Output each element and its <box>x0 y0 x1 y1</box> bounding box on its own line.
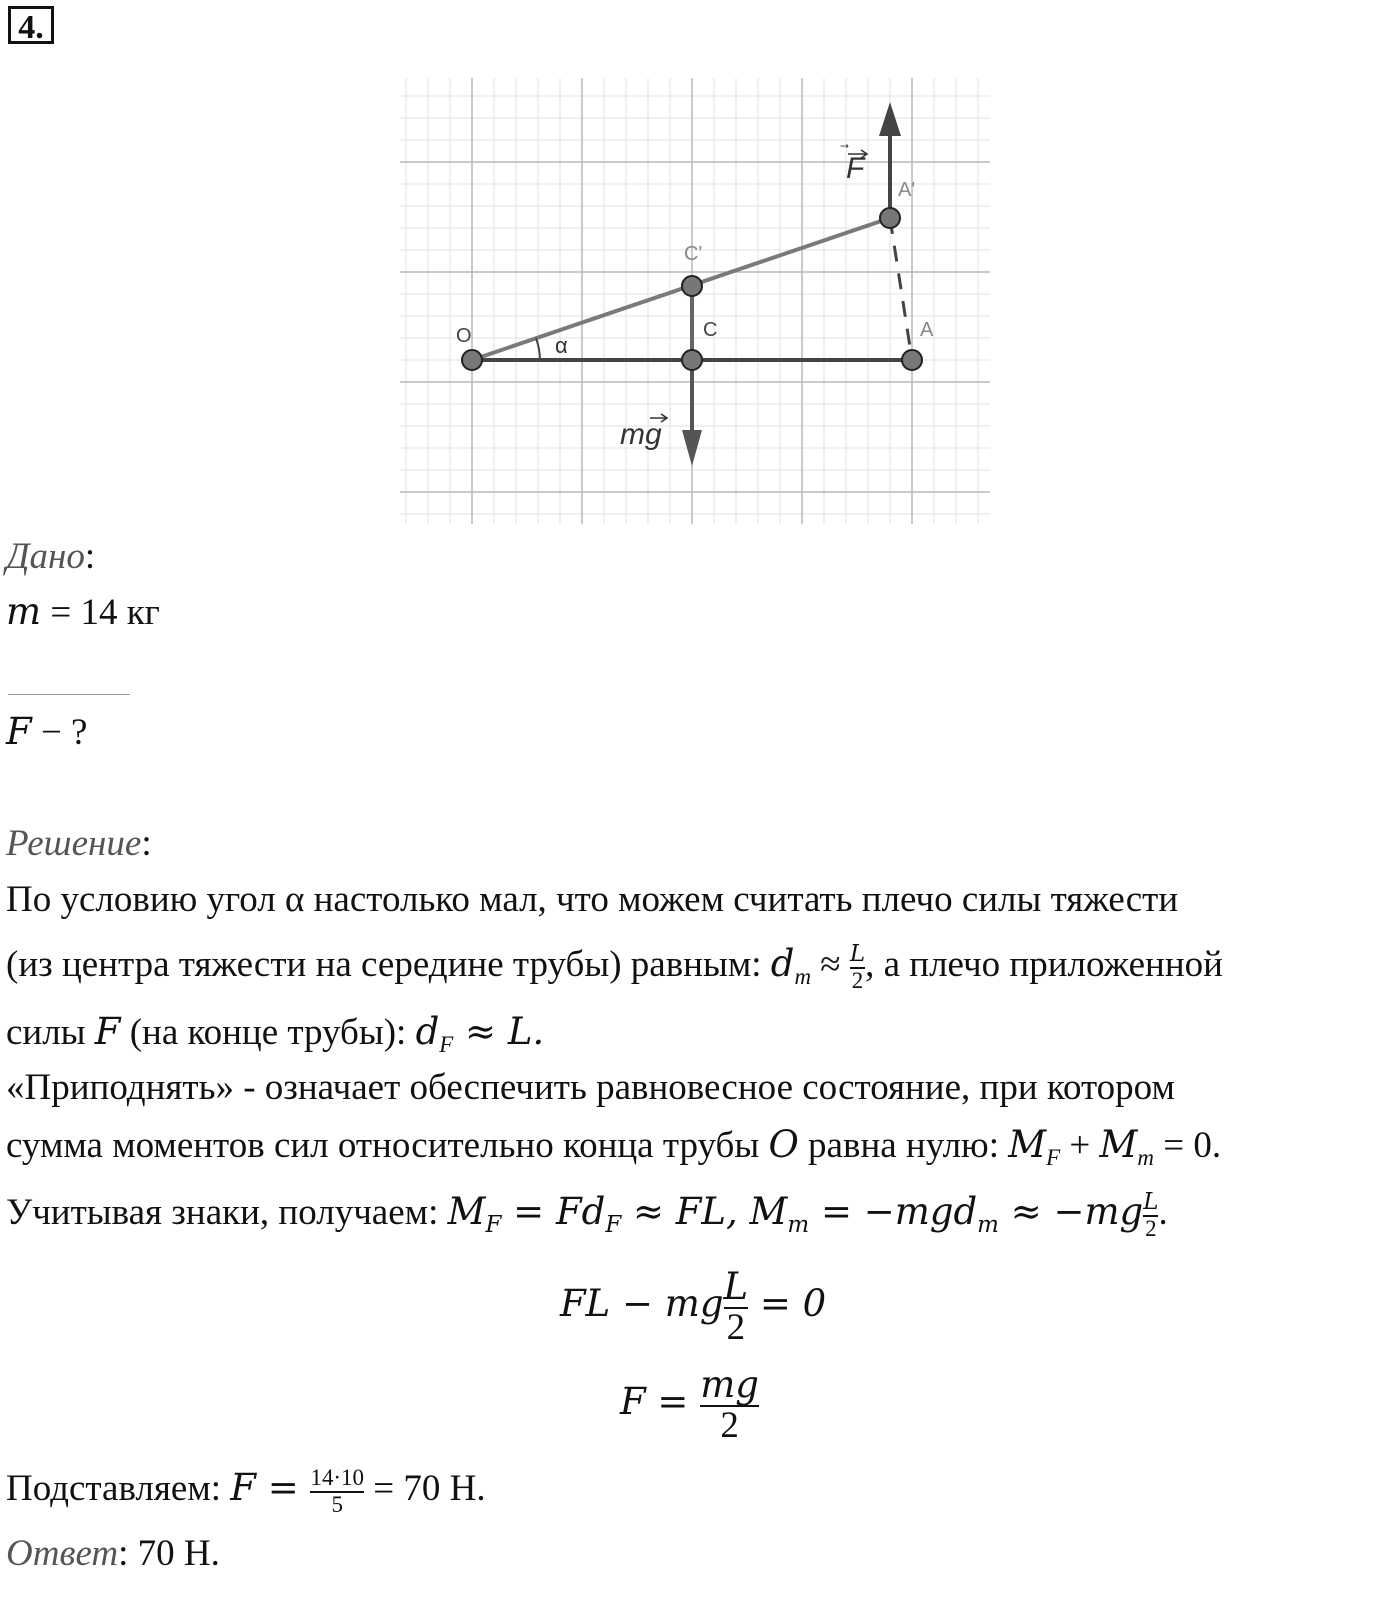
label-force-mg: mg <box>620 418 662 451</box>
point-cprime <box>682 276 702 296</box>
point-o <box>462 350 482 370</box>
label-c: C <box>703 319 718 341</box>
equation-1: FL − mg $\frac{L}{2}$ = 0 <box>560 1264 827 1348</box>
given-mass: m = 14 кг <box>6 590 160 633</box>
fraction-l-over-2-eq: $\frac{L}{2}$ <box>723 1264 749 1348</box>
label-o: O <box>456 325 472 347</box>
label-force-f: F <box>846 152 865 185</box>
point-aprime <box>880 208 900 228</box>
substitution-line: Подставляем: F = $\frac{14\cdot 10}{5}$ = 70 Н. <box>6 1465 486 1517</box>
fraction-mg-over-2: $\frac{mg}{2}$ <box>700 1362 759 1446</box>
label-cprime: C' <box>684 243 703 265</box>
fraction-substitution: $\frac{14\cdot 10}{5}$ <box>310 1465 364 1517</box>
answer-line: Ответ: 70 Н. <box>6 1533 220 1574</box>
fraction-l-over-2-b: $\frac{L}{2}$ <box>1143 1189 1159 1241</box>
solution-line-1: По условию угол α настолько мал, что можем считать плечо силы тяжести <box>6 879 1179 920</box>
equation-2: F = $\frac{mg}{2}$ <box>620 1362 759 1446</box>
label-aprime: A' <box>898 179 916 201</box>
fraction-l-over-2: $\frac{L}{2}$ <box>849 941 866 993</box>
label-alpha: α <box>555 333 568 358</box>
solution-line-3: силы F (на конце трубы): $d_F \approx L$. <box>6 1010 545 1058</box>
find-force: F − ? <box>6 710 88 753</box>
solution-line-6: Учитывая знаки, получаем: $M_F = Fd_F$ ≈ FL, $M_т = -mgd_т \approx -mg$ $\frac{L}{2}$ . <box>6 1189 1168 1241</box>
label-a: A <box>920 319 934 341</box>
solution-line-5: сумма моментов сил относительно конца трубы O равна нулю: $M_F + M_т = 0$. <box>6 1123 1222 1171</box>
pipe-raised <box>472 218 890 360</box>
segment-a-aprime-dashed <box>890 218 912 360</box>
figure-lever-diagram <box>400 78 990 524</box>
label-force-f-vec <box>840 144 849 149</box>
grid-major <box>400 78 990 524</box>
problem-number: 4. <box>8 6 54 44</box>
point-c <box>682 350 702 370</box>
given-divider <box>8 694 130 695</box>
given-heading: Дано: <box>6 536 96 577</box>
point-a <box>902 350 922 370</box>
solution-line-4: «Приподнять» - означает обеспечить равновесное состояние, при котором <box>6 1067 1175 1108</box>
solution-heading: Решение: <box>6 823 152 864</box>
force-arrow-head <box>879 102 901 136</box>
grid <box>400 78 990 524</box>
solution-line-2: (из центра тяжести на середине трубы) равным: $d_т$ ≈ $\frac{L}{2}$ , а плечо приложенной <box>6 941 1223 993</box>
